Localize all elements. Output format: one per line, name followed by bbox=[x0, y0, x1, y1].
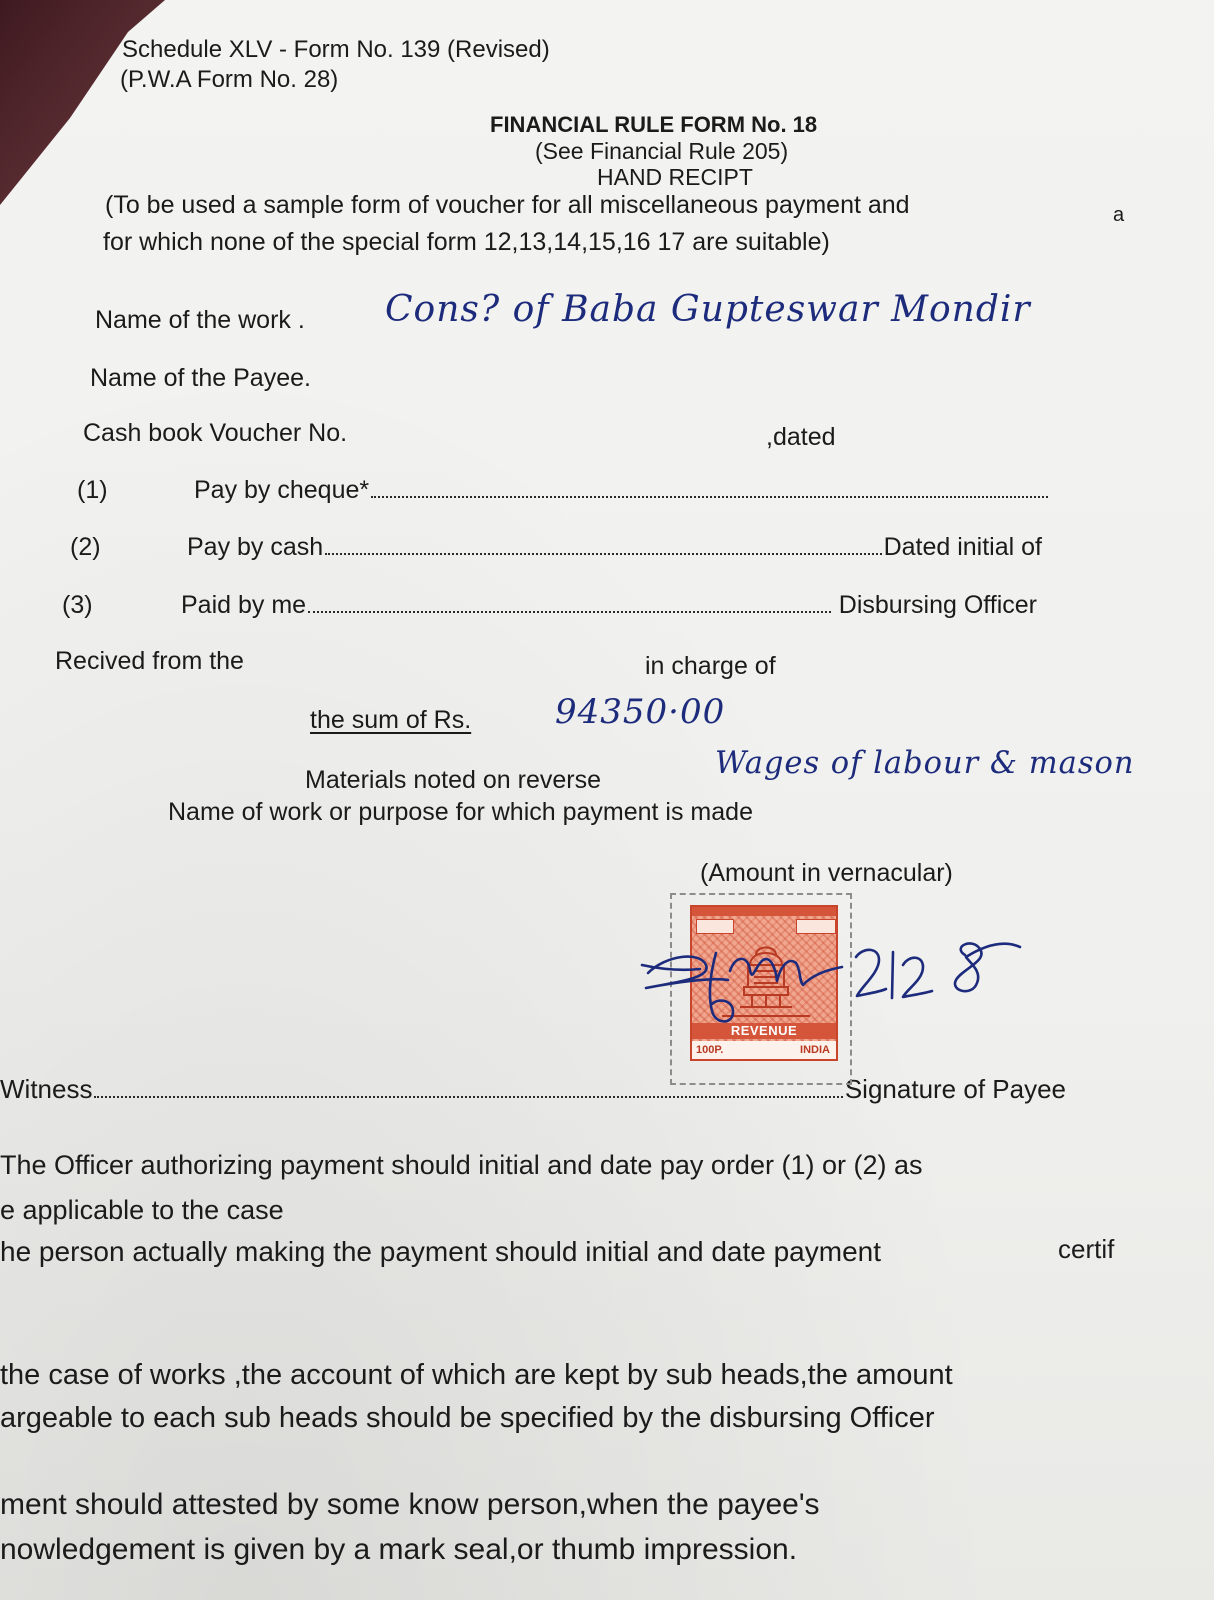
usage-note-line2: for which none of the special form 12,13,14,15,16 17 are suitable) bbox=[103, 228, 830, 256]
note-line-2: e applicable to the case bbox=[0, 1195, 284, 1225]
sum-label: the sum of Rs. bbox=[310, 706, 472, 734]
rule-reference: (See Financial Rule 205) bbox=[535, 138, 789, 164]
option-1-label: Pay by cheque* bbox=[194, 476, 370, 504]
sum-value-handwritten: 94350·00 bbox=[555, 692, 726, 732]
margin-char: a bbox=[1113, 204, 1125, 226]
option-3-label: Paid by me bbox=[181, 591, 307, 619]
work-label: Name of the work . bbox=[95, 306, 305, 334]
payee-label: Name of the Payee. bbox=[90, 364, 311, 392]
witness-leader bbox=[94, 1094, 842, 1098]
payee-signature bbox=[630, 925, 1030, 1030]
option-1-number: (1) bbox=[77, 476, 108, 504]
schedule-line: Schedule XLV - Form No. 139 (Revised) bbox=[122, 36, 550, 63]
form-title: FINANCIAL RULE FORM No. 18 bbox=[490, 112, 818, 137]
option-1-row bbox=[194, 475, 1050, 505]
voucher-label: Cash book Voucher No. bbox=[83, 419, 348, 447]
option-2-number: (2) bbox=[70, 533, 101, 561]
purpose-label: Name of work or purpose for which payment is made bbox=[168, 798, 753, 826]
witness-label: Witness bbox=[0, 1074, 93, 1104]
payee-signature-label: Signature of Payee bbox=[844, 1074, 1066, 1104]
pwa-form-line: (P.W.A Form No. 28) bbox=[120, 66, 339, 93]
stamp-value-bottom: 100P. bbox=[696, 1044, 724, 1056]
option-2-leader bbox=[325, 551, 881, 555]
note-line-3: he person actually making the payment should initial and date payment bbox=[0, 1236, 881, 1267]
work-value-handwritten: Cons? of Baba Gupteswar Mondir bbox=[385, 289, 1031, 330]
purpose-value-handwritten: Wages of labour & mason bbox=[715, 746, 1135, 781]
vernacular-label: (Amount in vernacular) bbox=[700, 859, 953, 887]
note-margin-text: certif bbox=[1058, 1234, 1115, 1264]
stamp-top-band bbox=[692, 907, 836, 916]
materials-label: Materials noted on reverse bbox=[305, 766, 601, 794]
stamp-country: INDIA bbox=[800, 1044, 830, 1056]
note-line-6: ment should attested by some know person,when the payee's bbox=[0, 1488, 820, 1521]
option-3-suffix: Disbursing Officer bbox=[838, 591, 1037, 619]
option-3-leader bbox=[308, 609, 831, 613]
usage-note-line1: (To be used a sample form of voucher for all miscellaneous payment and bbox=[105, 191, 910, 219]
witness-row bbox=[0, 1074, 1066, 1105]
corner-shadow-decoration bbox=[0, 0, 180, 215]
option-3-row bbox=[181, 590, 1037, 620]
note-line-5: argeable to each sub heads should be specified by the disbursing Officer bbox=[0, 1402, 935, 1434]
option-1-leader bbox=[371, 494, 1048, 498]
stamp-bottom-strip bbox=[692, 1041, 836, 1059]
note-line-1: The Officer authorizing payment should initial and date pay order (1) or (2) as bbox=[0, 1150, 923, 1180]
in-charge-label: in charge of bbox=[645, 652, 776, 680]
option-2-suffix: Dated initial of bbox=[883, 533, 1042, 561]
dated-label: ,dated bbox=[766, 423, 836, 451]
form-name: HAND RECIPT bbox=[597, 164, 753, 190]
note-line-4: the case of works ,the account of which are kept by sub heads,the amount bbox=[0, 1359, 953, 1391]
option-2-row bbox=[187, 532, 1042, 562]
received-from-label: Recived from the bbox=[55, 647, 244, 675]
option-3-number: (3) bbox=[62, 591, 93, 619]
note-line-7: nowledgement is given by a mark seal,or thumb impression. bbox=[0, 1533, 798, 1566]
option-2-label: Pay by cash bbox=[187, 533, 324, 561]
stamp-revenue-text: REVENUE bbox=[692, 1023, 836, 1039]
